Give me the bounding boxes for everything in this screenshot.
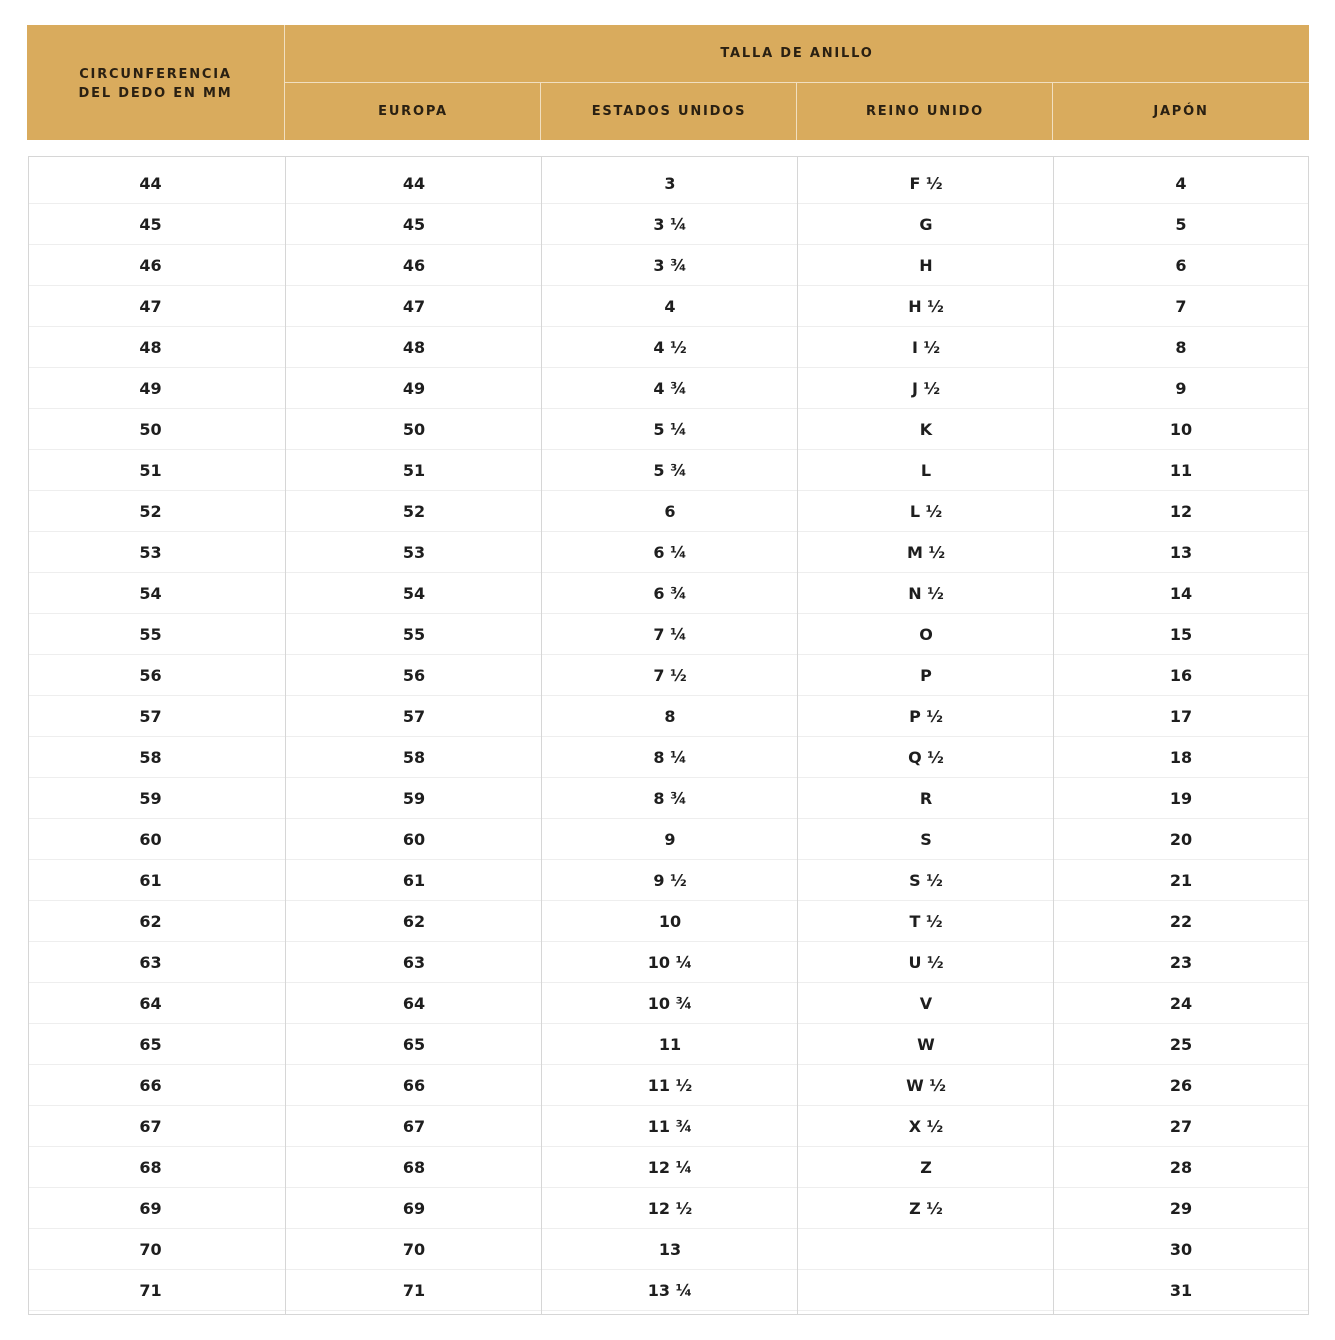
cell-uk: J ½ <box>911 379 941 398</box>
cell-circumference: 49 <box>139 379 162 398</box>
cell-usa: 7 ½ <box>653 666 687 685</box>
cell-japan: 30 <box>1169 1240 1193 1259</box>
cell-uk: Z <box>920 1158 932 1177</box>
cell-europe: 56 <box>402 666 426 685</box>
table-row <box>29 778 1308 819</box>
table-row <box>29 327 1308 368</box>
cell-europe: 62 <box>402 912 426 931</box>
cell-japan: 20 <box>1169 830 1193 849</box>
cell-japan: 5 <box>1175 215 1187 234</box>
cell-uk: W ½ <box>906 1076 946 1095</box>
column-divider <box>285 157 286 1314</box>
cell-europe: 69 <box>402 1199 426 1218</box>
table-row <box>29 737 1308 778</box>
cell-uk: Q ½ <box>908 748 944 767</box>
cell-europe: 60 <box>402 830 426 849</box>
cell-uk: N ½ <box>908 584 944 603</box>
cell-europe: 55 <box>402 625 426 644</box>
cell-japan: 4 <box>1175 174 1187 193</box>
cell-japan: 23 <box>1169 953 1193 972</box>
cell-circumference: 60 <box>139 830 162 849</box>
cell-japan: 19 <box>1169 789 1193 808</box>
cell-usa: 9 ½ <box>653 871 687 890</box>
table-row <box>29 409 1308 450</box>
table-row <box>29 614 1308 655</box>
table-row <box>29 942 1308 983</box>
cell-japan: 21 <box>1169 871 1193 890</box>
cell-circumference: 55 <box>139 625 162 644</box>
cell-usa: 4 ¾ <box>653 379 687 398</box>
column-divider <box>797 157 798 1314</box>
cell-japan: 26 <box>1169 1076 1193 1095</box>
cell-circumference: 70 <box>139 1240 162 1259</box>
cell-japan: 14 <box>1169 584 1193 603</box>
cell-europe: 57 <box>402 707 426 726</box>
cell-usa: 3 ¼ <box>653 215 687 234</box>
cell-uk: S <box>920 830 932 849</box>
cell-uk: H ½ <box>908 297 944 316</box>
cell-japan: 13 <box>1169 543 1193 562</box>
cell-circumference: 63 <box>139 953 162 972</box>
table-row <box>29 368 1308 409</box>
size-table-body <box>28 156 1309 1315</box>
cell-circumference: 50 <box>139 420 162 439</box>
cell-uk: H <box>919 256 933 275</box>
cell-usa: 4 ½ <box>653 338 687 357</box>
cell-circumference: 71 <box>139 1281 162 1300</box>
cell-usa: 13 ¼ <box>647 1281 693 1300</box>
cell-japan: 24 <box>1169 994 1193 1013</box>
cell-usa: 3 ¾ <box>653 256 687 275</box>
cell-uk: M ½ <box>906 543 946 562</box>
table-row <box>29 901 1308 942</box>
table-row <box>29 491 1308 532</box>
table-row <box>29 983 1308 1024</box>
header-first-line2: DEL DEDO EN MM <box>78 86 233 101</box>
cell-europe: 70 <box>402 1240 426 1259</box>
cell-usa: 4 <box>664 297 676 316</box>
cell-usa: 5 ¼ <box>653 420 687 439</box>
cell-uk: L ½ <box>909 502 943 521</box>
header-col-uk: REINO UNIDO <box>865 104 985 119</box>
cell-usa: 9 <box>664 830 676 849</box>
cell-usa: 8 ¼ <box>653 748 687 767</box>
cell-uk: S ½ <box>909 871 943 890</box>
cell-japan: 6 <box>1175 256 1187 275</box>
cell-uk: R <box>919 789 933 808</box>
cell-uk: I ½ <box>911 338 941 357</box>
cell-uk: X ½ <box>908 1117 944 1136</box>
cell-europe: 65 <box>402 1035 426 1054</box>
cell-japan: 31 <box>1169 1281 1193 1300</box>
cell-usa: 3 <box>664 174 676 193</box>
cell-europe: 63 <box>402 953 426 972</box>
cell-usa: 5 ¾ <box>653 461 687 480</box>
cell-europe: 58 <box>402 748 426 767</box>
cell-circumference: 48 <box>139 338 162 357</box>
cell-europe: 52 <box>402 502 426 521</box>
cell-japan: 17 <box>1169 707 1193 726</box>
cell-circumference: 54 <box>139 584 162 603</box>
column-divider <box>541 157 542 1314</box>
table-row <box>29 1188 1308 1229</box>
cell-japan: 25 <box>1169 1035 1193 1054</box>
cell-circumference: 65 <box>139 1035 162 1054</box>
cell-europe: 51 <box>402 461 426 480</box>
cell-usa: 12 ¼ <box>647 1158 693 1177</box>
cell-uk: P ½ <box>909 707 943 726</box>
table-row <box>29 696 1308 737</box>
cell-japan: 15 <box>1169 625 1193 644</box>
header-finger-circumference <box>27 25 284 140</box>
cell-circumference: 69 <box>139 1199 162 1218</box>
cell-circumference: 58 <box>139 748 162 767</box>
cell-uk <box>798 1270 1054 1311</box>
table-row <box>29 204 1308 245</box>
cell-uk: V <box>919 994 933 1013</box>
table-row <box>29 450 1308 491</box>
cell-circumference: 57 <box>139 707 162 726</box>
table-row <box>29 1065 1308 1106</box>
cell-europe: 59 <box>402 789 426 808</box>
cell-usa: 7 ¼ <box>653 625 687 644</box>
cell-japan: 8 <box>1175 338 1187 357</box>
cell-usa: 13 <box>658 1240 682 1259</box>
cell-usa: 11 ¾ <box>647 1117 693 1136</box>
cell-usa: 6 ¼ <box>653 543 687 562</box>
cell-europe: 49 <box>402 379 426 398</box>
cell-uk: G <box>919 215 933 234</box>
table-header <box>27 25 1309 140</box>
table-row <box>29 245 1308 286</box>
cell-circumference: 44 <box>139 174 162 193</box>
cell-europe: 50 <box>402 420 426 439</box>
cell-uk: Z ½ <box>909 1199 943 1218</box>
cell-usa: 8 <box>664 707 676 726</box>
cell-circumference: 45 <box>139 215 162 234</box>
cell-japan: 7 <box>1175 297 1187 316</box>
cell-europe: 44 <box>402 174 426 193</box>
cell-usa: 11 ½ <box>647 1076 693 1095</box>
cell-japan: 22 <box>1169 912 1193 931</box>
cell-usa: 10 ¾ <box>647 994 693 1013</box>
cell-circumference: 66 <box>139 1076 162 1095</box>
cell-japan: 28 <box>1169 1158 1193 1177</box>
table-row <box>29 1024 1308 1065</box>
cell-circumference: 68 <box>139 1158 162 1177</box>
cell-europe: 48 <box>402 338 426 357</box>
cell-europe: 45 <box>402 215 426 234</box>
cell-europe: 66 <box>402 1076 426 1095</box>
cell-europe: 53 <box>402 543 426 562</box>
cell-circumference: 56 <box>139 666 162 685</box>
header-col-usa: ESTADOS UNIDOS <box>591 104 747 119</box>
cell-uk: P <box>920 666 932 685</box>
cell-japan: 27 <box>1169 1117 1193 1136</box>
cell-circumference: 59 <box>139 789 162 808</box>
cell-usa: 8 ¾ <box>653 789 687 808</box>
cell-circumference: 47 <box>139 297 162 316</box>
table-row <box>29 1229 1308 1270</box>
table-row <box>29 819 1308 860</box>
cell-japan: 12 <box>1169 502 1193 521</box>
cell-usa: 6 ¾ <box>653 584 687 603</box>
table-row <box>29 1147 1308 1188</box>
cell-japan: 11 <box>1169 461 1193 480</box>
cell-uk: F ½ <box>909 174 943 193</box>
cell-japan: 10 <box>1169 420 1193 439</box>
cell-circumference: 64 <box>139 994 162 1013</box>
cell-circumference: 52 <box>139 502 162 521</box>
cell-usa: 11 <box>658 1035 682 1054</box>
cell-europe: 61 <box>402 871 426 890</box>
cell-japan: 18 <box>1169 748 1193 767</box>
cell-uk: U ½ <box>908 953 944 972</box>
cell-circumference: 53 <box>139 543 162 562</box>
cell-uk <box>798 1229 1054 1270</box>
header-first-line1: CIRCUNFERENCIA <box>79 67 232 82</box>
cell-europe: 64 <box>402 994 426 1013</box>
cell-uk: O <box>919 625 933 644</box>
cell-usa: 10 ¼ <box>647 953 693 972</box>
cell-circumference: 61 <box>139 871 162 890</box>
cell-uk: K <box>919 420 933 439</box>
cell-europe: 68 <box>402 1158 426 1177</box>
cell-europe: 67 <box>402 1117 426 1136</box>
cell-europe: 54 <box>402 584 426 603</box>
table-row <box>29 163 1308 204</box>
cell-europe: 47 <box>402 297 426 316</box>
cell-uk: W <box>917 1035 935 1054</box>
table-row <box>29 655 1308 696</box>
cell-japan: 9 <box>1175 379 1187 398</box>
cell-circumference: 46 <box>139 256 162 275</box>
cell-uk: T ½ <box>909 912 943 931</box>
cell-usa: 6 <box>664 502 676 521</box>
cell-usa: 10 <box>658 912 682 931</box>
table-row <box>29 532 1308 573</box>
cell-japan: 16 <box>1169 666 1193 685</box>
cell-circumference: 62 <box>139 912 162 931</box>
cell-europe: 71 <box>402 1281 426 1300</box>
header-col-europe: EUROPA <box>378 104 448 119</box>
cell-europe: 46 <box>402 256 426 275</box>
table-row <box>29 1106 1308 1147</box>
table-row <box>29 286 1308 327</box>
cell-usa: 12 ½ <box>647 1199 693 1218</box>
cell-uk: L <box>920 461 932 480</box>
cell-circumference: 67 <box>139 1117 162 1136</box>
cell-japan: 29 <box>1169 1199 1193 1218</box>
header-ring-size-group: TALLA DE ANILLO <box>720 45 874 61</box>
table-row <box>29 573 1308 614</box>
table-row <box>29 1270 1308 1311</box>
table-row <box>29 860 1308 901</box>
header-col-japan: JAPÓN <box>1153 104 1209 119</box>
cell-circumference: 51 <box>139 461 162 480</box>
column-divider <box>1053 157 1054 1314</box>
